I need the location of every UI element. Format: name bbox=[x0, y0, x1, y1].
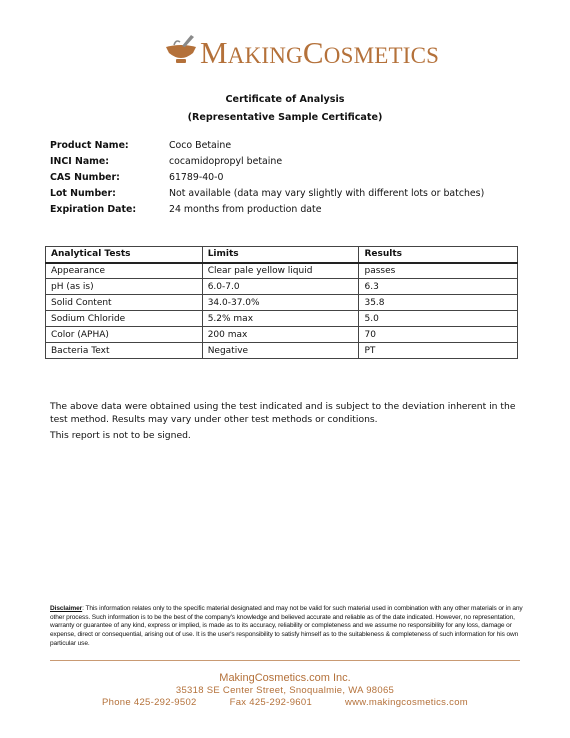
disclaimer-label: Disclaimer bbox=[50, 605, 83, 612]
footer-company: MakingCosmetics.com Inc. bbox=[219, 672, 351, 684]
disclaimer bbox=[50, 605, 524, 649]
test-method-note: The above data were obtained using the test indicated and is subject to the deviation inherent in the test method. Results may vary under other test methods or conditions. bbox=[50, 401, 516, 425]
footer-website-link[interactable]: www.makingcosmetics.com bbox=[344, 697, 469, 708]
table-cell: pH (as is) bbox=[46, 279, 203, 295]
table-cell: Negative bbox=[202, 343, 359, 359]
table-cell: 5.2% max bbox=[202, 311, 359, 327]
table-row bbox=[46, 263, 518, 279]
info-value: 61789-40-0 bbox=[169, 172, 224, 183]
brand-wordmark: MAKINGCOSMETICS bbox=[200, 35, 440, 70]
table-cell: Bacteria Text bbox=[46, 343, 203, 359]
table-cell: 35.8 bbox=[359, 295, 518, 311]
company-logo bbox=[160, 30, 440, 70]
table-cell: Color (APHA) bbox=[46, 327, 203, 343]
column-header: Results bbox=[359, 247, 518, 263]
table-row bbox=[46, 279, 518, 295]
table-row bbox=[46, 327, 518, 343]
footer-divider bbox=[50, 660, 520, 661]
info-value: 24 months from production date bbox=[169, 204, 322, 215]
disclaimer-text: : This information relates only to the specific material designated and may not be valid for such material used in combination with any other materials or in any other process. Such information is to be the best of the company's knowledge and believed accurate and reliable as of the date indicated. However, no representation, warranty or guarantee of any kind, express or implied, is made as to its accuracy, reliability or completeness and we assume no responsibility for any loss, damage or expense, direct or consequential, arising out of use. It is the user's responsibility to satisfy himself as to the suitableness & completeness of such information for his own particular use. bbox=[50, 605, 523, 647]
footer-fax: Fax 425-292-9601 bbox=[229, 697, 313, 708]
info-value: Not available (data may vary slightly with different lots or batches) bbox=[169, 188, 485, 199]
footer-address: 35318 SE Center Street, Snoqualmie, WA 98065 bbox=[175, 685, 395, 696]
table-row bbox=[46, 343, 518, 359]
info-value: Coco Betaine bbox=[169, 140, 232, 151]
table-cell: Clear pale yellow liquid bbox=[202, 263, 359, 279]
info-label: Product Name: bbox=[50, 140, 129, 151]
table-cell: 6.3 bbox=[359, 279, 518, 295]
info-label: Lot Number: bbox=[50, 188, 116, 199]
table-cell: PT bbox=[359, 343, 518, 359]
table-cell: Appearance bbox=[46, 263, 203, 279]
column-header: Limits bbox=[202, 247, 359, 263]
info-value: cocamidopropyl betaine bbox=[169, 156, 283, 167]
info-label: CAS Number: bbox=[50, 172, 120, 183]
info-label: INCI Name: bbox=[50, 156, 110, 167]
info-label: Expiration Date: bbox=[50, 204, 137, 215]
footer-contact bbox=[0, 697, 570, 708]
document-subtitle: (Representative Sample Certificate) bbox=[187, 112, 383, 123]
mortar-pestle-icon bbox=[164, 33, 198, 67]
table-cell: 34.0-37.0% bbox=[202, 295, 359, 311]
table-cell: Sodium Chloride bbox=[46, 311, 203, 327]
table-cell: Solid Content bbox=[46, 295, 203, 311]
table-cell: passes bbox=[359, 263, 518, 279]
table-cell: 5.0 bbox=[359, 311, 518, 327]
footer-phone: Phone 425-292-9502 bbox=[101, 697, 197, 708]
document-title: Certificate of Analysis bbox=[225, 94, 345, 105]
table-cell: 6.0-7.0 bbox=[202, 279, 359, 295]
column-header: Analytical Tests bbox=[46, 247, 203, 263]
analysis-table bbox=[45, 246, 518, 359]
signature-note: This report is not to be signed. bbox=[50, 430, 191, 441]
table-cell: 200 max bbox=[202, 327, 359, 343]
table-cell: 70 bbox=[359, 327, 518, 343]
table-row bbox=[46, 295, 518, 311]
table-header-row bbox=[46, 247, 518, 263]
table-row bbox=[46, 311, 518, 327]
